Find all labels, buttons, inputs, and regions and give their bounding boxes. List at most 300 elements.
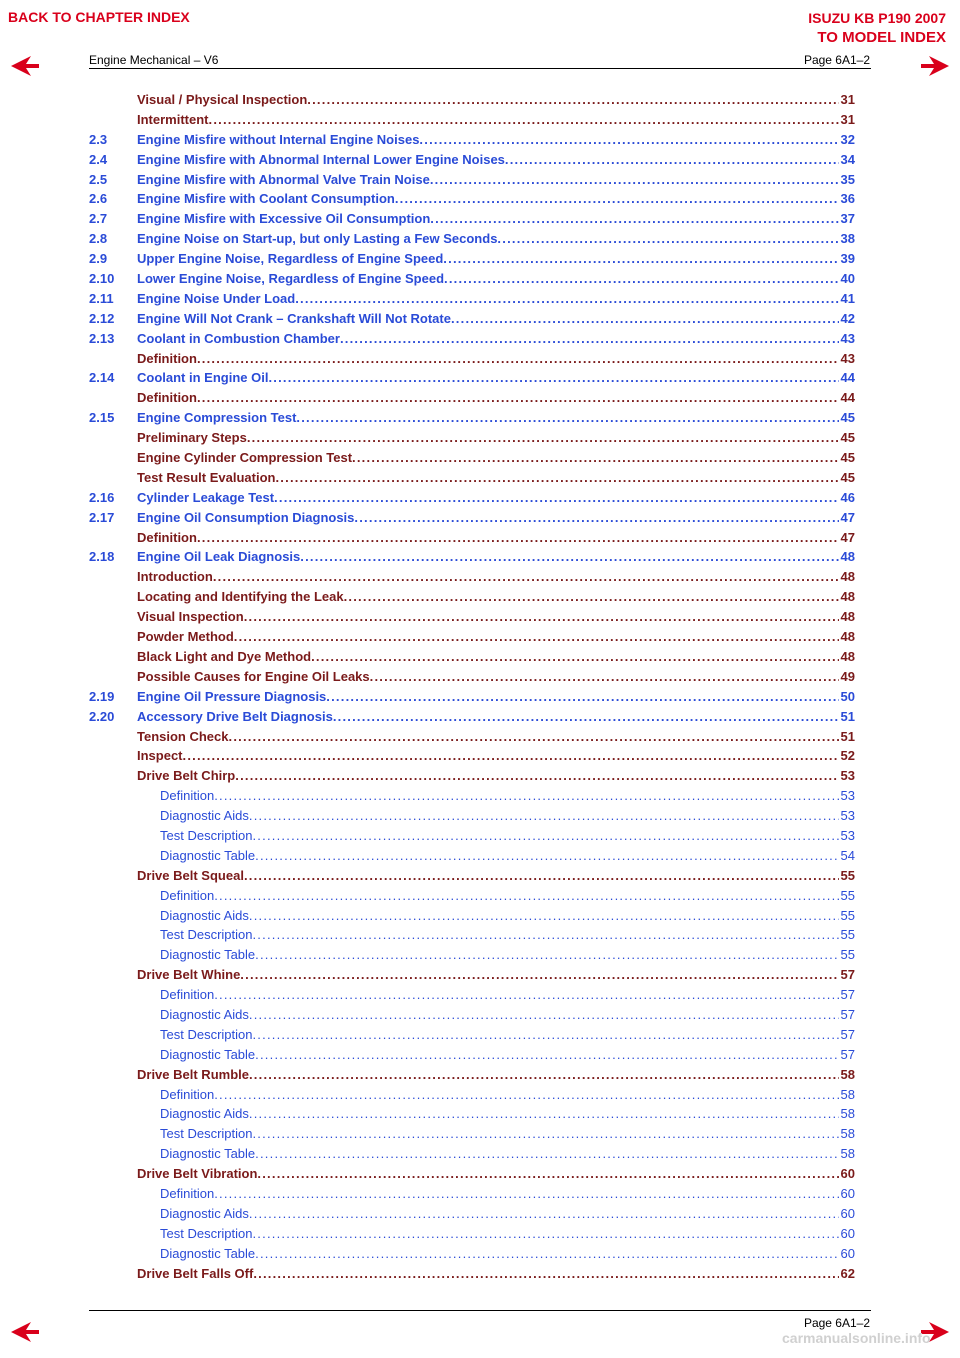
- toc-dot-leader: [344, 587, 839, 607]
- toc-entry-link[interactable]: [137, 707, 855, 727]
- toc-entry-title: Engine Misfire with Excessive Oil Consumption: [137, 211, 431, 227]
- toc-dot-leader: [247, 428, 839, 448]
- toc-dot-leader: [213, 567, 839, 587]
- toc-entry-link[interactable]: [137, 329, 855, 349]
- toc-entry-link[interactable]: [137, 727, 855, 747]
- toc-entry-page: 51: [840, 708, 855, 724]
- toc-entry-link[interactable]: [137, 130, 855, 150]
- toc-entry-page: 48: [840, 589, 855, 605]
- toc-dot-leader: [497, 229, 838, 249]
- toc-entry-page: 52: [840, 748, 855, 764]
- toc-entry-page: 60: [840, 1225, 855, 1241]
- toc-dot-leader: [240, 965, 838, 985]
- toc-entry[interactable]: [89, 1045, 855, 1065]
- toc-entry[interactable]: [89, 329, 855, 349]
- toc-entry-number: 2.15: [89, 410, 115, 426]
- toc-dot-leader: [209, 110, 839, 130]
- toc-entry-page: 38: [840, 231, 855, 247]
- toc-entry-page: 44: [840, 390, 855, 406]
- toc-entry[interactable]: [89, 508, 855, 528]
- toc-entry[interactable]: [89, 269, 855, 289]
- toc-entry-link[interactable]: [137, 388, 855, 408]
- toc-entry-link[interactable]: [137, 428, 855, 448]
- toc-entry-link[interactable]: [160, 1204, 855, 1224]
- toc-entry[interactable]: [89, 209, 855, 229]
- toc-dot-leader: [326, 687, 838, 707]
- toc-dot-leader: [451, 309, 839, 329]
- toc-dot-leader: [505, 150, 839, 170]
- toc-entry[interactable]: [89, 189, 855, 209]
- toc-entry-page: 45: [840, 430, 855, 446]
- toc-entry-title: Test Description: [160, 1126, 253, 1142]
- toc-entry-title: Definition: [160, 1086, 215, 1102]
- toc-entry-title: Visual / Physical Inspection: [137, 92, 308, 107]
- toc-entry-title: Lower Engine Noise, Regardless of Engine Speed: [137, 271, 445, 287]
- toc-entry-link[interactable]: [137, 249, 855, 269]
- toc-entry-page: 44: [840, 370, 855, 386]
- toc-entry-title: Cylinder Leakage Test: [137, 489, 275, 505]
- toc-entry-title: Tension Check: [137, 728, 229, 744]
- toc-entry[interactable]: [89, 746, 855, 766]
- toc-dot-leader: [255, 1045, 838, 1065]
- toc-entry-page: 55: [840, 927, 855, 943]
- to-model-index-link[interactable]: TO MODEL INDEX: [817, 29, 946, 46]
- toc-entry-page: 57: [840, 967, 855, 983]
- toc-entry-page: 55: [840, 887, 855, 903]
- toc-dot-leader: [444, 269, 839, 289]
- toc-entry[interactable]: [89, 388, 855, 408]
- toc-entry[interactable]: [89, 587, 855, 607]
- toc-entry-link[interactable]: [137, 408, 855, 428]
- toc-entry-page: 62: [840, 1265, 855, 1281]
- toc-entry-link[interactable]: [160, 826, 855, 846]
- toc-entry-title: Powder Method: [137, 629, 234, 645]
- toc-entry-title: Preliminary Steps: [137, 430, 247, 446]
- toc-entry-page: 48: [840, 569, 855, 585]
- toc-entry-page: 42: [840, 310, 855, 326]
- toc-entry-number: 2.10: [89, 271, 115, 287]
- toc-dot-leader: [430, 209, 838, 229]
- toc-entry-link[interactable]: [160, 906, 855, 926]
- toc-dot-leader: [235, 766, 838, 786]
- toc-entry-title: Test Description: [160, 1225, 253, 1241]
- toc-entry-link[interactable]: [137, 349, 855, 369]
- toc-entry-number: 2.6: [89, 191, 108, 207]
- toc-entry-page: 36: [840, 191, 855, 207]
- toc-entry-page: 48: [840, 609, 855, 625]
- toc-entry-page: 41: [840, 290, 855, 306]
- toc-entry[interactable]: [89, 408, 855, 428]
- toc-entry-page: 57: [840, 1006, 855, 1022]
- toc-entry-link[interactable]: [137, 468, 855, 488]
- toc-dot-leader: [252, 925, 838, 945]
- toc-dot-leader: [183, 746, 839, 766]
- toc-entry-page: 58: [840, 1126, 855, 1142]
- toc-entry[interactable]: [89, 110, 855, 130]
- page-number-footer: Page 6A1–2: [803, 1316, 870, 1330]
- toc-entry-link[interactable]: [137, 189, 855, 209]
- toc-entry-link[interactable]: [160, 1144, 855, 1164]
- toc-entry[interactable]: [89, 906, 855, 926]
- toc-entry[interactable]: [89, 1025, 855, 1045]
- toc-entry-title: Inspect: [137, 748, 183, 764]
- toc-dot-leader: [255, 846, 838, 866]
- toc-entry-link[interactable]: [160, 1025, 855, 1045]
- toc-entry[interactable]: [89, 1085, 855, 1105]
- toc-dot-leader: [252, 826, 838, 846]
- toc-dot-leader: [370, 667, 839, 687]
- toc-entry-page: 49: [840, 668, 855, 684]
- toc-entry-link[interactable]: [137, 309, 855, 329]
- toc-entry-title: Engine Noise Under Load: [137, 290, 296, 306]
- toc-entry-number: 2.8: [89, 231, 108, 247]
- watermark: carmanualsonline.info: [782, 1330, 931, 1346]
- toc-entry[interactable]: [89, 1184, 855, 1204]
- toc-entry[interactable]: [89, 1065, 855, 1085]
- toc-entry[interactable]: [89, 1124, 855, 1144]
- toc-entry-link[interactable]: [137, 269, 855, 289]
- toc-entry-link[interactable]: [137, 229, 855, 249]
- toc-dot-leader: [443, 249, 838, 269]
- toc-dot-leader: [214, 1085, 838, 1105]
- toc-entry-link[interactable]: [137, 209, 855, 229]
- toc-dot-leader: [307, 90, 838, 110]
- toc-dot-leader: [311, 647, 838, 667]
- toc-entry-link[interactable]: [137, 150, 855, 170]
- toc-entry-number: 2.20: [89, 708, 115, 724]
- toc-entry-title: Drive Belt Chirp: [137, 768, 236, 784]
- toc-entry-title: Diagnostic Table: [160, 1146, 256, 1162]
- toc-entry-link[interactable]: [137, 965, 855, 985]
- toc-entry-page: 58: [840, 1106, 855, 1122]
- toc-entry-title: Engine Oil Pressure Diagnosis: [137, 688, 327, 704]
- toc-dot-leader: [252, 1025, 838, 1045]
- toc-entry[interactable]: [89, 90, 855, 110]
- toc-entry[interactable]: [89, 965, 855, 985]
- toc-entry-title: Definition: [160, 987, 215, 1003]
- toc-entry[interactable]: [89, 1104, 855, 1124]
- footer-divider: [89, 1310, 871, 1311]
- toc-entry[interactable]: [89, 368, 855, 388]
- toc-entry[interactable]: [89, 707, 855, 727]
- toc-entry-page: 50: [840, 688, 855, 704]
- toc-dot-leader: [249, 1005, 839, 1025]
- toc-entry-page: 55: [840, 947, 855, 963]
- toc-entry[interactable]: [89, 249, 855, 269]
- toc-entry-title: Engine Noise on Start-up, but only Lasting a Few Seconds: [137, 231, 498, 247]
- toc-entry-page: 55: [840, 867, 855, 883]
- toc-entry-title: Diagnostic Table: [160, 847, 256, 863]
- toc-entry-number: 2.11: [89, 290, 114, 306]
- toc-entry-page: 58: [840, 1146, 855, 1162]
- toc-entry-link[interactable]: [160, 786, 855, 806]
- toc-dot-leader: [244, 866, 839, 886]
- toc-entry[interactable]: [89, 1204, 855, 1224]
- toc-entry-title: Diagnostic Aids: [160, 907, 249, 923]
- toc-entry-page: 57: [840, 1026, 855, 1042]
- toc-entry-title: Definition: [137, 350, 197, 366]
- toc-entry-title: Definition: [160, 788, 215, 804]
- toc-entry-title: Engine Misfire without Internal Engine Noises: [137, 131, 420, 147]
- toc-entry-number: 2.17: [89, 509, 115, 525]
- toc-entry-page: 37: [840, 211, 855, 227]
- toc-entry-page: 51: [840, 728, 855, 744]
- toc-dot-leader: [255, 1244, 838, 1264]
- toc-entry[interactable]: [89, 985, 855, 1005]
- toc-entry-title: Diagnostic Table: [160, 1046, 256, 1062]
- toc-entry-page: 58: [840, 1086, 855, 1102]
- toc-dot-leader: [274, 488, 838, 508]
- toc-entry[interactable]: [89, 866, 855, 886]
- toc-entry[interactable]: [89, 150, 855, 170]
- toc-dot-leader: [244, 607, 839, 627]
- toc-entry-title: Engine Misfire with Abnormal Valve Train Noise: [137, 171, 430, 187]
- toc-entry[interactable]: [89, 1005, 855, 1025]
- toc-entry-title: Engine Oil Consumption Diagnosis: [137, 509, 355, 525]
- toc-entry-title: Engine Misfire with Abnormal Internal Lower Engine Noises: [137, 151, 505, 167]
- toc-dot-leader: [257, 1164, 838, 1184]
- toc-entry[interactable]: [89, 488, 855, 508]
- toc-entry-title: Diagnostic Aids: [160, 808, 249, 824]
- back-to-chapter-index-link[interactable]: BACK TO CHAPTER INDEX: [8, 9, 190, 25]
- toc-entry-link[interactable]: [137, 547, 855, 567]
- toc-dot-leader: [340, 329, 839, 349]
- toc-entry-title: Introduction: [137, 569, 213, 585]
- toc-entry-page: 45: [840, 469, 855, 485]
- toc-entry-link[interactable]: [137, 368, 855, 388]
- toc-entry-page: 53: [840, 768, 855, 784]
- toc-entry-link[interactable]: [137, 866, 855, 886]
- next-page-arrow-icon[interactable]: [921, 56, 949, 76]
- toc-entry[interactable]: [89, 925, 855, 945]
- toc-entry-page: 60: [840, 1205, 855, 1221]
- toc-entry-title: Drive Belt Vibration: [137, 1166, 258, 1182]
- toc-entry[interactable]: [89, 1164, 855, 1184]
- toc-entry-link[interactable]: [160, 1184, 855, 1204]
- toc-entry-link[interactable]: [160, 806, 855, 826]
- toc-entry-link[interactable]: [137, 110, 855, 130]
- toc-entry-link[interactable]: [137, 1264, 855, 1284]
- toc-entry-page: 34: [840, 151, 855, 167]
- toc-dot-leader: [249, 1104, 839, 1124]
- toc-entry-title: Test Description: [160, 827, 253, 843]
- toc-entry-title: Test Result Evaluation: [137, 469, 276, 485]
- toc-entry-page: 40: [840, 271, 855, 287]
- toc-entry-link[interactable]: [137, 508, 855, 528]
- toc-entry-page: 46: [840, 489, 855, 505]
- toc-entry[interactable]: [89, 1244, 855, 1264]
- toc-entry[interactable]: [89, 647, 855, 667]
- toc-entry[interactable]: [89, 349, 855, 369]
- toc-entry[interactable]: [89, 289, 855, 309]
- toc-entry-page: 53: [840, 788, 855, 804]
- toc-entry[interactable]: [89, 806, 855, 826]
- toc-entry-link[interactable]: [137, 766, 855, 786]
- toc-entry[interactable]: [89, 766, 855, 786]
- toc-dot-leader: [197, 388, 839, 408]
- toc-dot-leader: [296, 408, 838, 428]
- toc-entry-link[interactable]: [160, 846, 855, 866]
- toc-entry-link[interactable]: [137, 1164, 855, 1184]
- toc-entry-title: Engine Misfire with Coolant Consumption: [137, 191, 395, 207]
- toc-entry-link[interactable]: [137, 687, 855, 707]
- toc-entry-title: Engine Cylinder Compression Test: [137, 450, 353, 466]
- toc-entry-link[interactable]: [137, 90, 855, 110]
- toc-dot-leader: [234, 627, 839, 647]
- toc-entry[interactable]: [89, 1224, 855, 1244]
- toc-entry[interactable]: [89, 567, 855, 587]
- toc-dot-leader: [252, 1124, 838, 1144]
- toc-entry-number: 2.14: [89, 370, 115, 386]
- toc-entry[interactable]: [89, 468, 855, 488]
- toc-entry-title: Drive Belt Rumble: [137, 1066, 249, 1082]
- toc-entry-number: 2.13: [89, 330, 115, 346]
- toc-entry-link[interactable]: [137, 528, 855, 548]
- toc-entry[interactable]: [89, 687, 855, 707]
- toc-entry-link[interactable]: [160, 985, 855, 1005]
- toc-entry-number: 2.12: [89, 310, 115, 326]
- toc-entry-link[interactable]: [137, 170, 855, 190]
- toc-dot-leader: [354, 508, 838, 528]
- toc-entry-link[interactable]: [137, 448, 855, 468]
- toc-entry-page: 47: [840, 509, 855, 525]
- toc-entry-page: 35: [840, 171, 855, 187]
- toc-dot-leader: [255, 945, 838, 965]
- toc-entry[interactable]: [89, 667, 855, 687]
- toc-entry-link[interactable]: [137, 627, 855, 647]
- toc-entry-title: Drive Belt Falls Off: [137, 1265, 254, 1281]
- toc-entry-title: Diagnostic Aids: [160, 1205, 249, 1221]
- section-header: Engine Mechanical – V6: [89, 53, 219, 67]
- toc-entry-page: 48: [840, 629, 855, 645]
- toc-entry-title: Definition: [160, 1185, 215, 1201]
- toc-entry-page: 53: [840, 808, 855, 824]
- toc-entry-page: 48: [840, 549, 855, 565]
- toc-entry[interactable]: [89, 1264, 855, 1284]
- toc-entry[interactable]: [89, 428, 855, 448]
- toc-entry-link[interactable]: [137, 567, 855, 587]
- toc-entry-number: 2.9: [89, 251, 108, 267]
- toc-entry-title: Intermittent: [137, 111, 209, 127]
- toc-entry-page: 31: [840, 111, 855, 127]
- toc-dot-leader: [197, 349, 839, 369]
- toc-entry-link[interactable]: [137, 667, 855, 687]
- toc-dot-leader: [249, 906, 839, 926]
- toc-entry-title: Test Description: [160, 1026, 253, 1042]
- toc-dot-leader: [333, 707, 839, 727]
- toc-entry-link[interactable]: [137, 746, 855, 766]
- toc-entry-number: 2.19: [89, 688, 115, 704]
- toc-entry[interactable]: [89, 846, 855, 866]
- toc-entry-link[interactable]: [160, 925, 855, 945]
- toc-dot-leader: [252, 1224, 838, 1244]
- toc-entry[interactable]: [89, 547, 855, 567]
- toc-entry-link[interactable]: [160, 1045, 855, 1065]
- toc-entry-link[interactable]: [137, 289, 855, 309]
- toc-entry-page: 60: [840, 1166, 855, 1182]
- previous-page-arrow-icon[interactable]: [11, 56, 39, 76]
- toc-entry-page: 45: [840, 410, 855, 426]
- previous-page-arrow-icon[interactable]: [11, 1322, 39, 1342]
- toc-entry-link[interactable]: [160, 1244, 855, 1264]
- toc-entry-link[interactable]: [160, 1104, 855, 1124]
- toc-dot-leader: [249, 1204, 839, 1224]
- toc-entry-page: 43: [840, 350, 855, 366]
- toc-entry-link[interactable]: [160, 945, 855, 965]
- toc-entry-number: 2.4: [89, 151, 108, 167]
- toc-entry[interactable]: [89, 607, 855, 627]
- toc-entry[interactable]: [89, 448, 855, 468]
- toc-entry-page: 47: [840, 529, 855, 545]
- toc-dot-leader: [268, 368, 838, 388]
- toc-entry-title: Drive Belt Squeal: [137, 867, 244, 883]
- toc-entry[interactable]: [89, 528, 855, 548]
- toc-entry[interactable]: [89, 229, 855, 249]
- toc-dot-leader: [275, 468, 838, 488]
- toc-entry-link[interactable]: [160, 886, 855, 906]
- toc-entry-link[interactable]: [137, 587, 855, 607]
- toc-entry-page: 55: [840, 907, 855, 923]
- toc-entry-title: Black Light and Dye Method: [137, 648, 312, 664]
- toc-entry-page: 60: [840, 1245, 855, 1261]
- toc-entry-link[interactable]: [160, 1224, 855, 1244]
- toc-entry-page: 39: [840, 251, 855, 267]
- toc-dot-leader: [249, 806, 839, 826]
- toc-entry-number: 2.16: [89, 489, 115, 505]
- toc-entry-title: Possible Causes for Engine Oil Leaks: [137, 668, 370, 684]
- toc-entry[interactable]: [89, 826, 855, 846]
- toc-entry-title: Engine Oil Leak Diagnosis: [137, 549, 301, 565]
- toc-entry-title: Engine Compression Test: [137, 410, 297, 426]
- header-divider: [89, 68, 871, 69]
- toc-dot-leader: [295, 289, 838, 309]
- toc-entry-title: Drive Belt Whine: [137, 967, 241, 983]
- toc-dot-leader: [430, 170, 839, 190]
- toc-entry-number: 2.5: [89, 171, 108, 187]
- model-title: ISUZU KB P190 2007: [808, 10, 946, 26]
- toc-entry-title: Definition: [137, 529, 197, 545]
- toc-entry-link[interactable]: [137, 1065, 855, 1085]
- toc-entry[interactable]: [89, 727, 855, 747]
- toc-entry-link[interactable]: [160, 1005, 855, 1025]
- toc-dot-leader: [229, 727, 839, 747]
- toc-entry-page: 31: [840, 92, 855, 107]
- toc-entry-title: Diagnostic Aids: [160, 1006, 249, 1022]
- toc-entry[interactable]: [89, 886, 855, 906]
- toc-dot-leader: [395, 189, 839, 209]
- toc-entry-title: Diagnostic Aids: [160, 1106, 249, 1122]
- toc-dot-leader: [214, 886, 838, 906]
- toc-entry[interactable]: [89, 309, 855, 329]
- toc-entry-title: Upper Engine Noise, Regardless of Engine Speed: [137, 251, 444, 267]
- toc-entry[interactable]: [89, 786, 855, 806]
- toc-entry-page: 32: [840, 131, 855, 147]
- toc-entry[interactable]: [89, 1144, 855, 1164]
- toc-entry[interactable]: [89, 170, 855, 190]
- toc-entry-link[interactable]: [137, 607, 855, 627]
- toc-entry-page: 54: [840, 847, 855, 863]
- toc-entry-link[interactable]: [137, 647, 855, 667]
- toc-entry-link[interactable]: [160, 1124, 855, 1144]
- toc-entry-link[interactable]: [137, 488, 855, 508]
- toc-dot-leader: [214, 1184, 838, 1204]
- toc-entry[interactable]: [89, 627, 855, 647]
- toc-entry-page: 45: [840, 450, 855, 466]
- toc-entry[interactable]: [89, 945, 855, 965]
- toc-entry[interactable]: [89, 130, 855, 150]
- toc-entry-link[interactable]: [160, 1085, 855, 1105]
- toc-entry-page: 57: [840, 1046, 855, 1062]
